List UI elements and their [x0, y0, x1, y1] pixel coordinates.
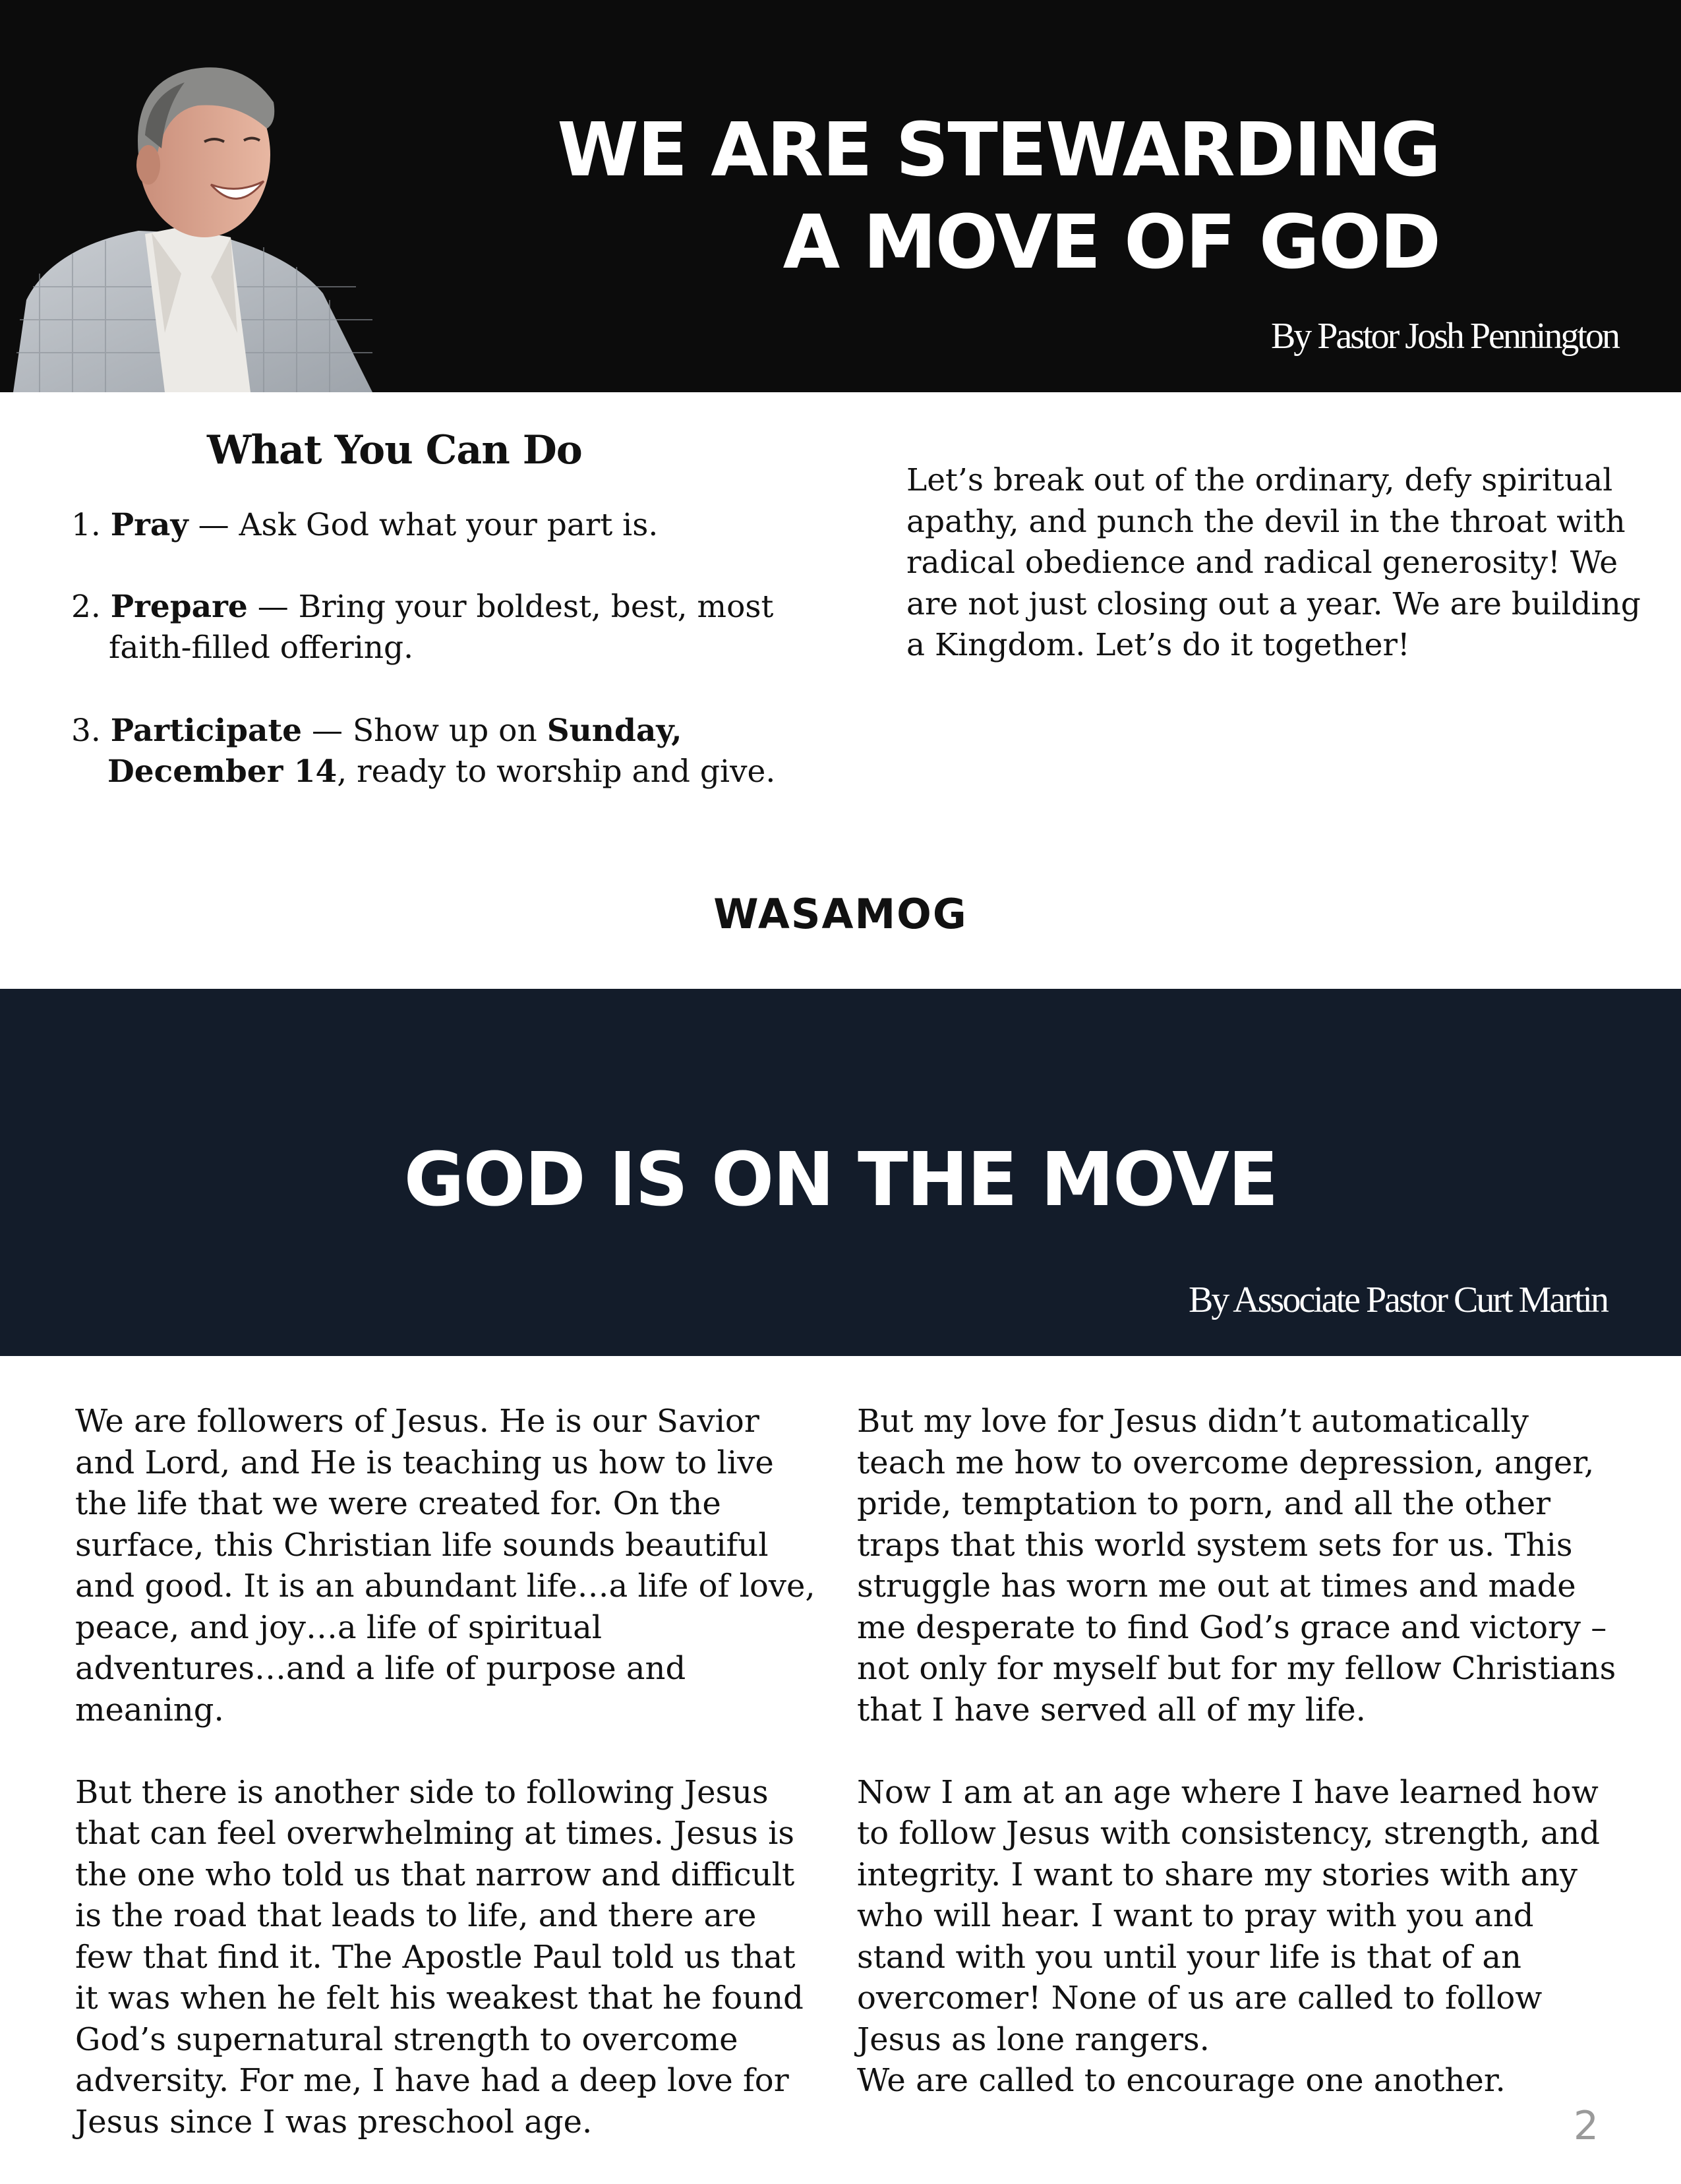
step-participate — [71, 711, 682, 752]
headline-top-line1: WE ARE STEWARDING — [557, 107, 1440, 193]
header-banner — [0, 0, 1681, 392]
step-text: — Bring your boldest, best, most — [247, 589, 774, 625]
intro-paragraph: Let’s break out of the ordinary, defy spiritual apathy, and punch the devil in the throat with radical obedience and radical generosity! We are not just closing out a year. We are building a Kingdom. Let’s do it together! — [906, 462, 1641, 663]
paragraph-text: Now I am at an age where I have learned how to follow Jesus with consistency, strength, and integrity. I want to share my stories with any who will hear. I want to pray with you and stand with you until your life is that of an overcomer! None of us are called to follow Jesus as lone rangers. — [857, 1773, 1600, 2058]
byline-top: By Pastor Josh Pennington — [1270, 316, 1618, 357]
step-pray — [71, 505, 658, 546]
portrait-photo — [13, 56, 372, 392]
step-participate-continued — [107, 752, 775, 792]
step-title: Prepare — [110, 589, 248, 625]
step-number: 3. — [71, 713, 111, 749]
step-title: Participate — [110, 713, 303, 749]
step-date: December 14 — [107, 753, 338, 790]
step-prepare — [71, 587, 773, 628]
paragraph: We are followers of Jesus. He is our Savior and Lord, and He is teaching us how to live the life that we were created for. On the surface, this Christian life sounds beautiful and good. It is an abundant life…a life of love, peace, and joy…a life of spiritual adventures…and a life of purpose and meaning. — [75, 1403, 815, 1728]
hashtag-wasamog: WASAMOG — [713, 890, 968, 938]
article-column-left — [75, 1401, 820, 2184]
headline-top-line2: A MOVE OF GOD — [782, 200, 1440, 285]
step-text: — Ask God what your part is. — [188, 507, 659, 543]
article-headline: GOD IS ON THE MOVE — [403, 1137, 1278, 1223]
paragraph: But there is another side to following Jesus that can feel overwhelming at times. Jesus is the one who told us that narrow and difficult is the road that leads to life, and there are few that find it. The Apostle Paul told us that it was when he felt his weakest that he found God’s supernatural strength to overcome adversity. For me, I have had a deep love for Jesus since I was preschool age. — [75, 1773, 804, 2140]
step-text: , ready to worship and give. — [337, 753, 776, 790]
paragraph-closing-line: We are called to encourage one another. — [857, 2062, 1506, 2099]
step-prepare-continued: faith-filled offering. — [109, 630, 414, 666]
paragraph: But my love for Jesus didn’t automatically teach me how to overcome depression, anger, pride, temptation to porn, and all the other traps that this world system sets for us. This struggle has worn me out at times and made me desperate to find God’s grace and victory – not only for myself but for my fellow Christians that I have served all of my life. — [857, 1403, 1616, 1728]
paragraph — [857, 1772, 1622, 2102]
step-number: 2. — [71, 589, 111, 625]
article-byline: By Associate Pastor Curt Martin — [1189, 1280, 1607, 1320]
step-title: Pray — [110, 507, 189, 543]
step-date-day: Sunday, — [546, 713, 682, 749]
article-column-right — [857, 1401, 1622, 2102]
step-number: 1. — [71, 507, 111, 543]
step-text: — Show up on — [302, 713, 547, 749]
what-you-can-do-heading: What You Can Do — [207, 427, 582, 473]
page-number: 2 — [1573, 2103, 1599, 2149]
